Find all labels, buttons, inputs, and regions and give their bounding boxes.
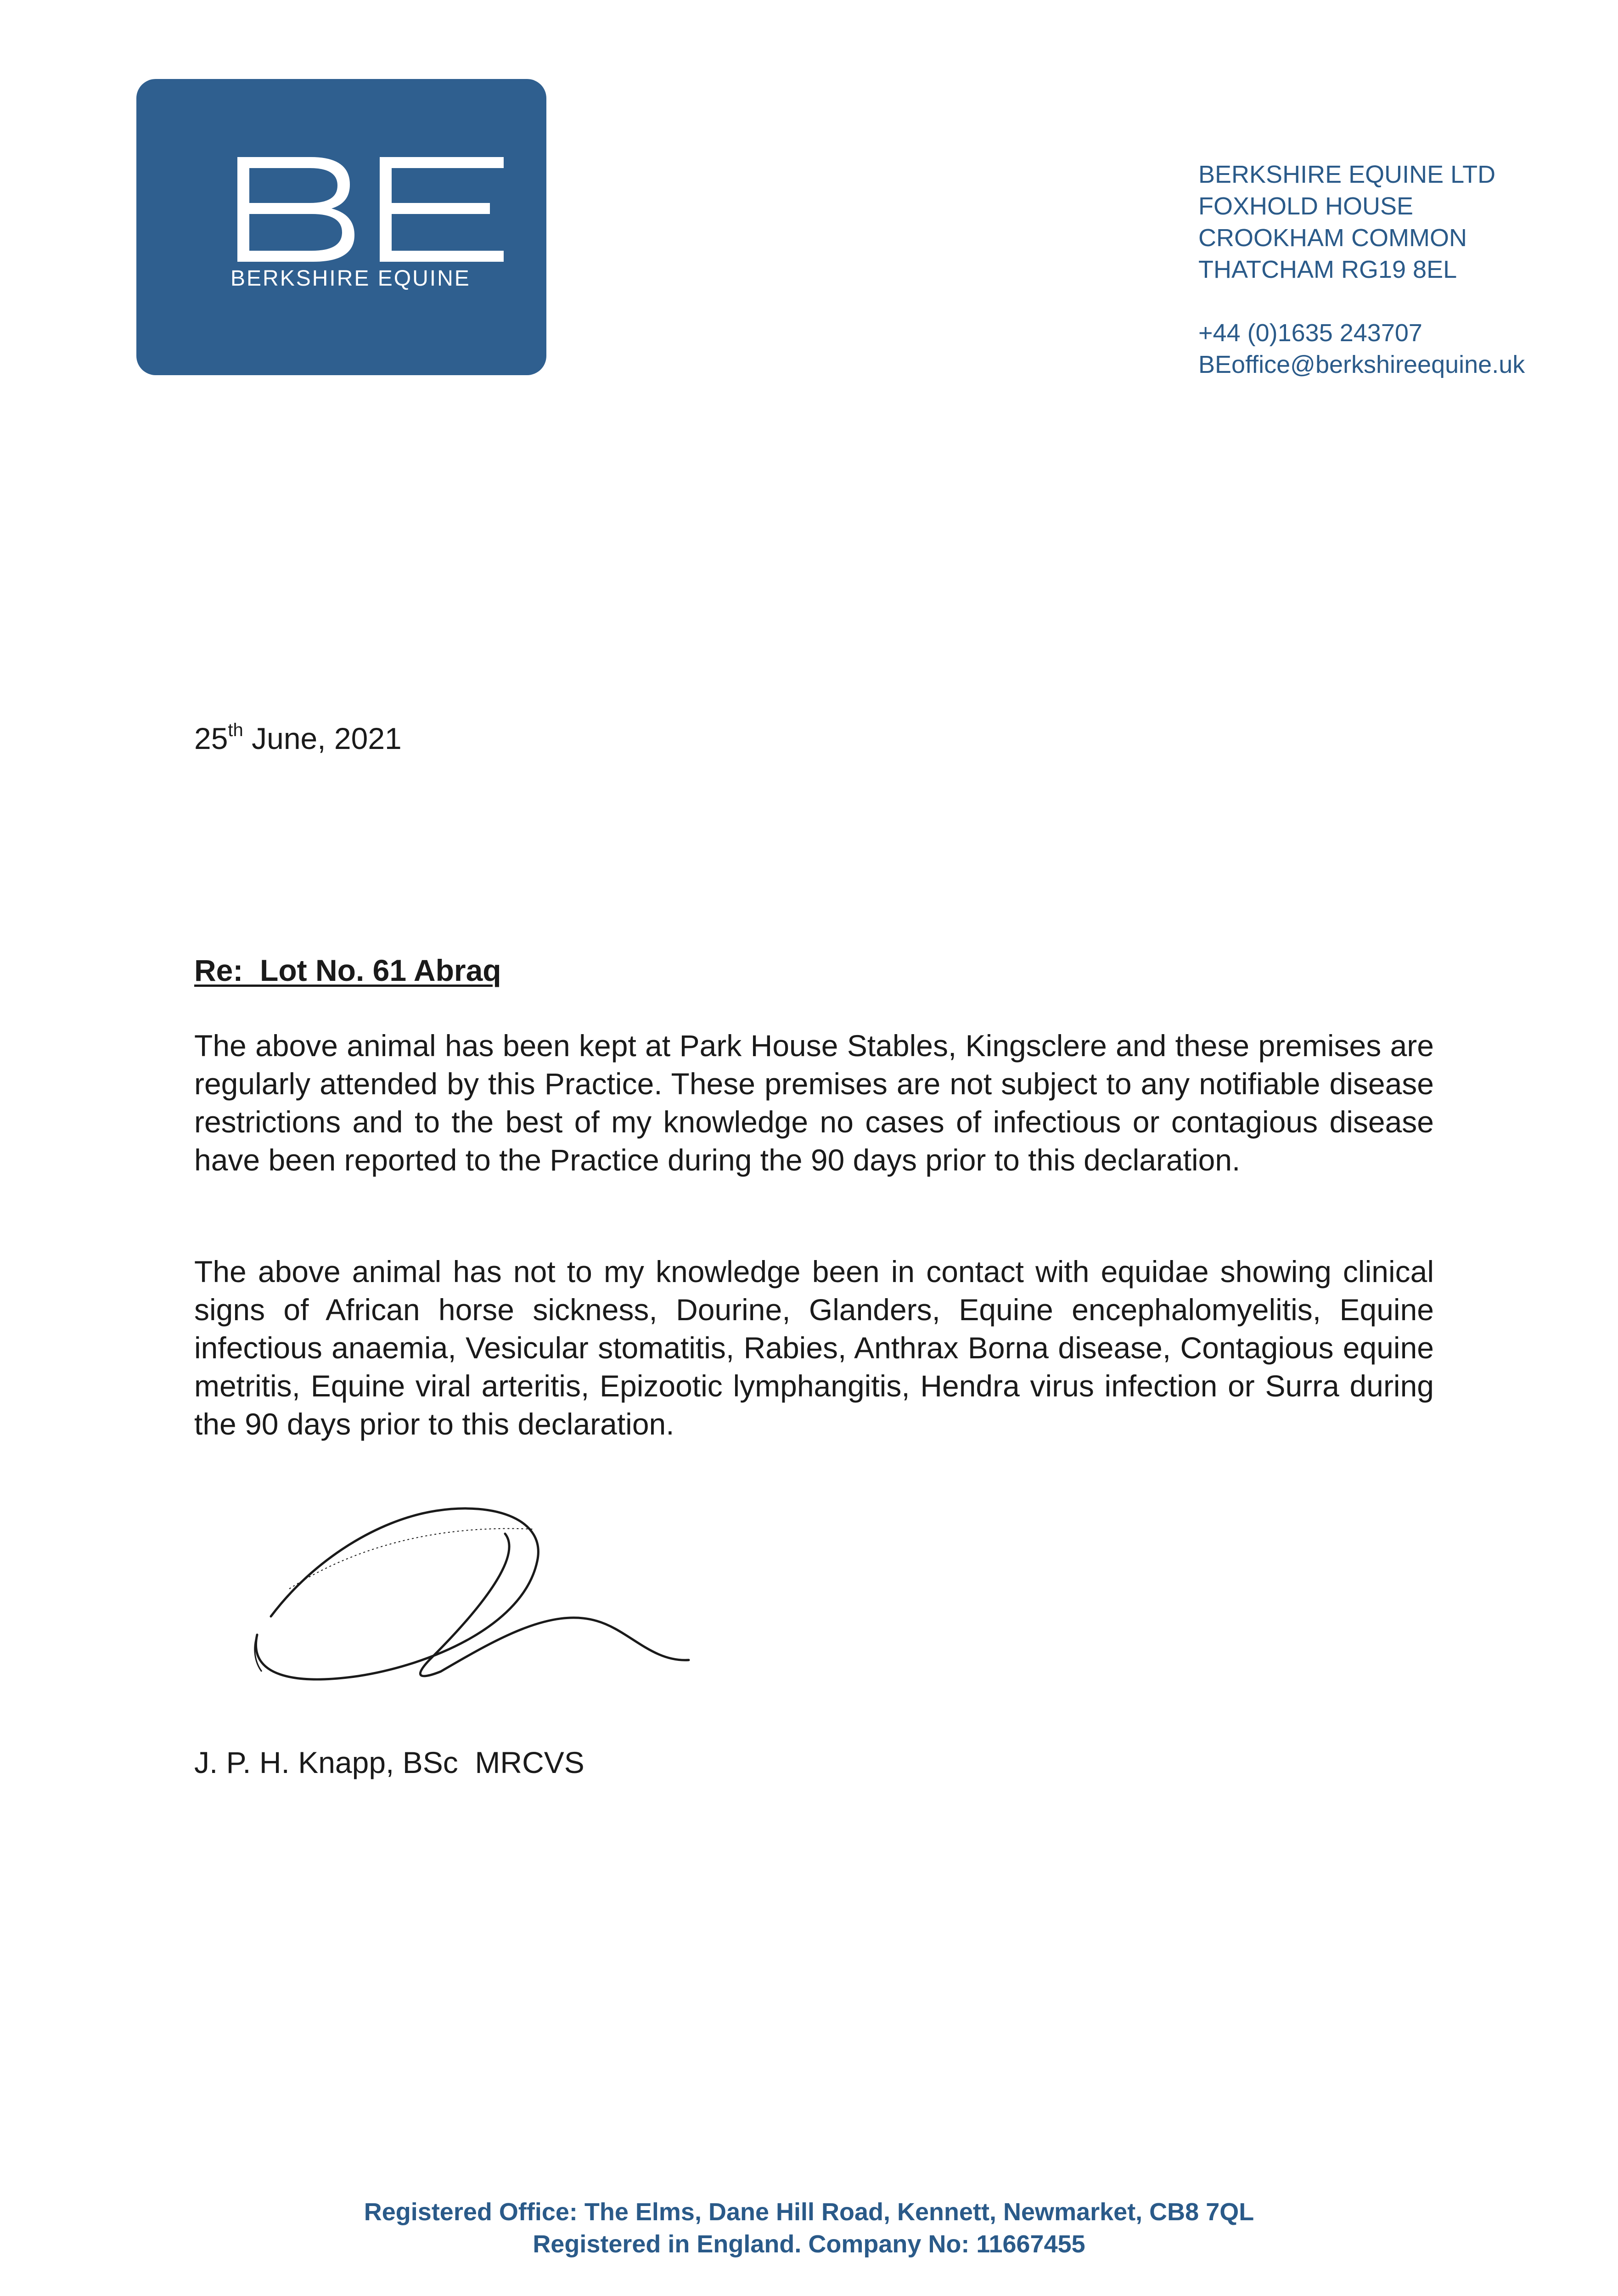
date-month-year: June, 2021 — [243, 721, 402, 755]
email-address: BEoffice@berkshireequine.uk — [1198, 351, 1525, 378]
address-spacer — [1198, 286, 1525, 317]
letter-subject: Re: Lot No. 61 Abraq — [194, 953, 501, 987]
footer-line-1: Registered Office: The Elms, Dane Hill Road, Kennett, Newmarket, CB8 7QL — [364, 2198, 1254, 2226]
address-line: BERKSHIRE EQUINE LTD — [1198, 161, 1496, 188]
date-suffix: th — [228, 720, 243, 740]
address-line: THATCHAM RG19 8EL — [1198, 256, 1457, 283]
phone-number: +44 (0)1635 243707 — [1198, 319, 1422, 347]
registered-office-footer — [0, 2196, 1618, 2260]
sender-address-block — [1198, 159, 1525, 381]
company-logo — [136, 79, 546, 375]
signatory-name: J. P. H. Knapp, BSc MRCVS — [194, 1745, 584, 1779]
body-paragraph-1: The above animal has been kept at Park House Stables, Kingsclere and these premises are regularly attended by this Practice. These premises are not subject to any notifiable disease restrictions and to the best of my knowledge no cases of infectious or contagious disease have been reported to the Practice during the 90 days prior to this declaration. — [194, 1029, 1434, 1177]
logo-company-name: BERKSHIRE EQUINE — [230, 266, 471, 291]
footer-line-2: Registered in England. Company No: 11667455 — [533, 2230, 1085, 2258]
date-day: 25 — [194, 721, 228, 755]
letter-date — [194, 721, 402, 756]
logo-initials-graphic — [233, 148, 508, 267]
address-line: FOXHOLD HOUSE — [1198, 192, 1414, 220]
body-paragraph-2: The above animal has not to my knowledge been in contact with equidae showing clinical signs of African horse sickness, Dourine, Glanders, Equine encephalomyelitis, Equine infectious anaemia, Vesicular stomatitis, Rabies, Anthrax Borna disease, Contagious equine metritis, Equine viral arteritis, Epizootic lymphangitis, Hendra virus infection or Surra during the 90 days prior to this declaration. — [194, 1255, 1434, 1441]
address-line: CROOKHAM COMMON — [1198, 224, 1467, 252]
handwritten-signature — [239, 1483, 790, 1704]
